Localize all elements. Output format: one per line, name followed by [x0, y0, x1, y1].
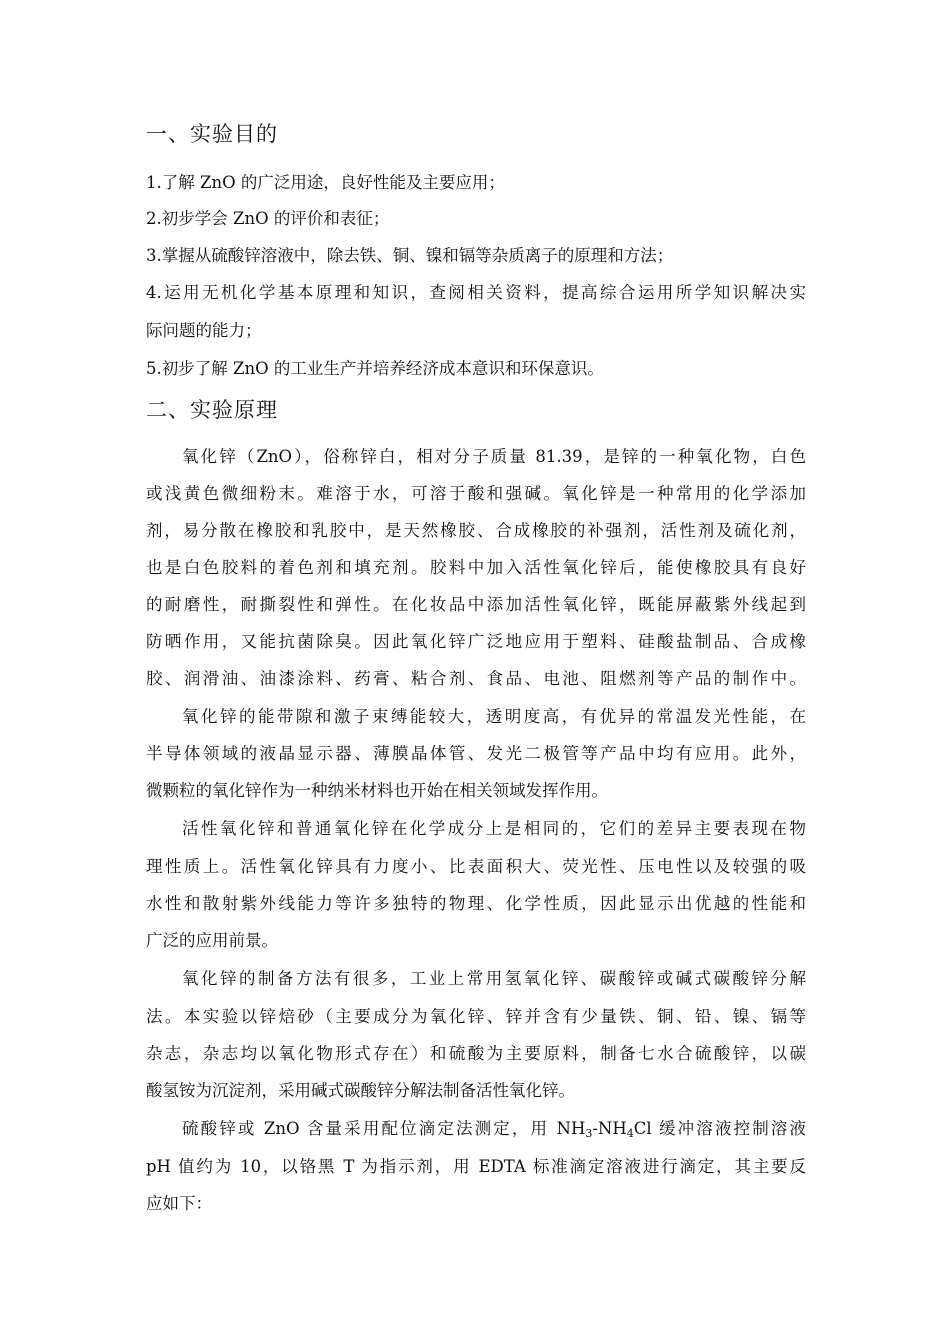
subscript: 4 — [626, 1127, 634, 1140]
paragraph-line: 微颗粒的氧化锌作为一种纳米材料也开始在相关领域发挥作用。 — [146, 781, 608, 800]
paragraph-line: 的耐磨性，耐撕裂性和弹性。在化妆品中添加活性氧化锌，既能屏蔽紫外线起到 — [146, 595, 806, 614]
paragraph-line: 氧化锌（ZnO），俗称锌白，相对分子质量 81.39，是锌的一种氧化物，白色 — [182, 447, 806, 466]
purpose-item-3: 3.掌握从硫酸锌溶液中，除去铁、铜、镍和镉等杂质离子的原理和方法； — [146, 246, 674, 265]
paragraph-line: 半导体领域的液晶显示器、薄膜晶体管、发光二极管等产品中均有应用。此外， — [146, 744, 806, 763]
paragraph-line: 胶、润滑油、油漆涂料、药膏、粘合剂、食品、电池、阻燃剂等产品的制作中。 — [146, 669, 806, 688]
paragraph-line: 活性氧化锌和普通氧化锌在化学成分上是相同的，它们的差异主要表现在物 — [182, 819, 806, 838]
paragraph-line: 理性质上。活性氧化锌具有力度小、比表面积大、荧光性、压电性以及较强的吸 — [146, 857, 806, 876]
paragraph-line: 也是白色胶料的着色剂和填充剂。胶料中加入活性氧化锌后，能使橡胶具有良好 — [146, 558, 806, 577]
text-run: 硫酸锌或 ZnO 含量采用配位滴定法测定，用 NH — [182, 1119, 586, 1138]
paragraph-line: 酸氢铵为沉淀剂，采用碱式碳酸锌分解法制备活性氧化锌。 — [146, 1081, 575, 1100]
text-run: Cl 缓冲溶液控制溶液 — [633, 1119, 806, 1138]
paragraph-line: 剂，易分散在橡胶和乳胶中，是天然橡胶、合成橡胶的补强剂，活性剂及硫化剂， — [146, 521, 806, 540]
purpose-item-4: 4.运用无机化学基本原理和知识，查阅相关资料，提高综合运用所学知识解决实 — [146, 283, 806, 302]
paragraph-line: pH 值约为 10，以铬黑 T 为指示剂，用 EDTA 标准滴定溶液进行滴定，其主要反 — [146, 1157, 806, 1176]
text-run: -NH — [592, 1119, 627, 1138]
purpose-item-2: 2.初步学会 ZnO 的评价和表征； — [146, 209, 390, 228]
paragraph-line: 水性和散射紫外线能力等许多独特的物理、化学性质，因此显示出优越的性能和 — [146, 894, 806, 913]
paragraph-line-formula — [182, 1118, 806, 1140]
subscript: 3 — [585, 1127, 593, 1140]
paragraph-line: 或浅黄色微细粉末。难溶于水，可溶于酸和强碱。氧化锌是一种常用的化学添加 — [146, 484, 806, 503]
purpose-item-1: 1.了解 ZnO 的广泛用途，良好性能及主要应用； — [146, 173, 505, 192]
paragraph-line: 应如下： — [146, 1194, 212, 1213]
paragraph-line: 广泛的应用前景。 — [146, 931, 278, 950]
section-heading-purpose: 一、实验目的 — [146, 122, 278, 146]
section-heading-principle: 二、实验原理 — [146, 398, 278, 422]
paragraph-line: 防晒作用，又能抗菌除臭。因此氧化锌广泛地应用于塑料、硅酸盐制品、合成橡 — [146, 632, 806, 651]
purpose-item-5: 5.初步了解 ZnO 的工业生产并培养经济成本意识和环保意识。 — [146, 359, 604, 378]
paragraph-line: 氧化锌的能带隙和激子束缚能较大，透明度高，有优异的常温发光性能，在 — [182, 707, 806, 726]
paragraph-line: 法。本实验以锌焙砂（主要成分为氧化锌、锌并含有少量铁、铜、铅、镍、镉等 — [146, 1007, 806, 1026]
paragraph-line: 杂志，杂志均以氧化物形式存在）和硫酸为主要原料，制备七水合硫酸锌，以碳 — [146, 1044, 806, 1063]
paragraph-line: 氧化锌的制备方法有很多，工业上常用氢氧化锌、碳酸锌或碱式碳酸锌分解 — [182, 969, 806, 988]
purpose-item-4-cont: 际问题的能力； — [146, 321, 262, 340]
